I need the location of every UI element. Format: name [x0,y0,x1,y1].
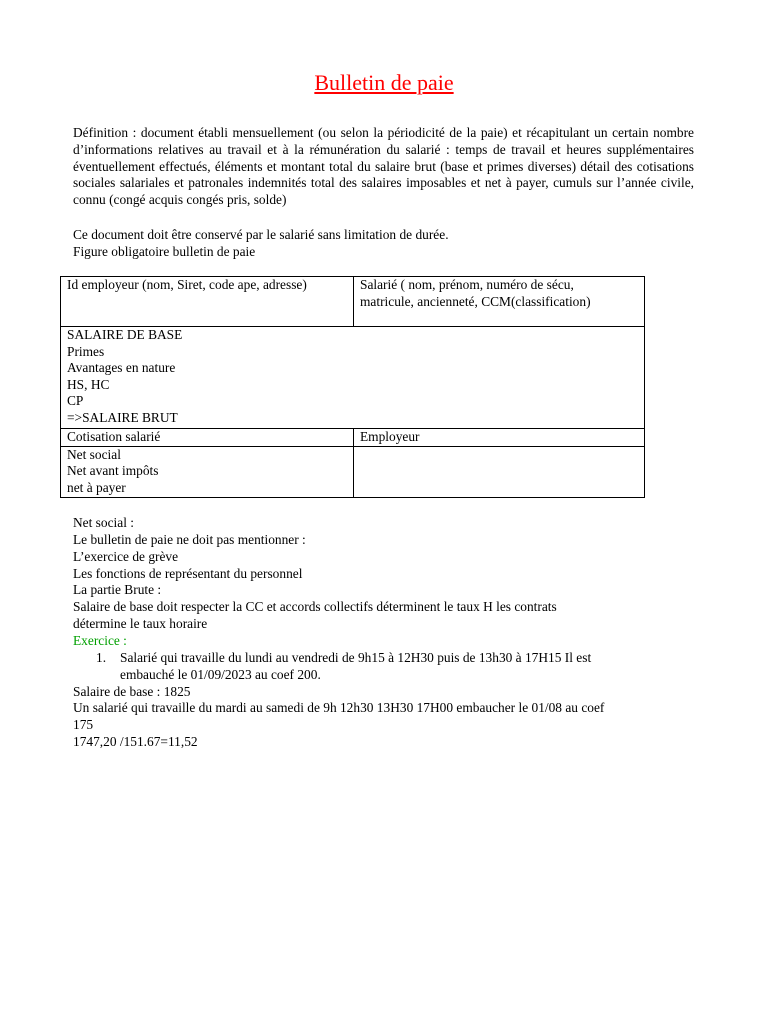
payslip-table [60,276,645,498]
employee-info-cell [354,277,645,327]
salary-item: CP [67,393,84,409]
salary-item: =>SALAIRE BRUT [67,409,178,425]
table-row [61,277,645,327]
net-social-note: Net social : [73,515,134,530]
second-exercise-line-cont: 175 [73,717,94,732]
table-row [61,446,645,497]
net-item: Net social [67,446,121,462]
conservation-note: Ce document doit être conservé par le salarié sans limitation de durée. [73,227,449,242]
net-item: Net avant impôts [67,463,159,479]
cotisation-salarie-cell [61,429,354,447]
list-item-line: Salarié qui travaille du lundi au vendredi de 9h15 à 12H30 puis de 13h30 à 17H15 Il est [120,650,592,665]
employer-id-cell [61,277,354,327]
second-exercise-line: Un salarié qui travaille du mardi au samedi de 9h 12h30 13H30 17H00 embaucher le 01/08 au coef [73,700,605,715]
cotisation-salarie-text: Cotisation salarié [67,429,161,444]
net-item: net à payer [67,479,126,495]
figure-label: Figure obligatoire bulletin de paie [73,244,256,259]
document-title: Bulletin de paie [314,70,454,95]
net-items-cell [61,446,354,497]
salary-item: Primes [67,343,105,359]
employee-info-line: Salarié ( nom, prénom, numéro de sécu, [360,277,574,292]
salary-item: HS, HC [67,376,110,392]
exercise-heading: Exercice : [73,633,127,648]
representant-note: Les fonctions de représentant du personnel [73,566,303,581]
greve-note: L’exercice de grève [73,549,179,564]
list-item [96,649,696,683]
employeur-cell [354,429,645,447]
salary-item: SALAIRE DE BASE [67,327,183,342]
partie-brute-note: La partie Brute : [73,582,162,597]
salaire-base-value: Salaire de base : 1825 [73,684,191,699]
list-item-line: embauché le 01/09/2023 au coef 200. [120,667,321,682]
salaire-base-note: Salaire de base doit respecter la CC et accords collectifs déterminent le taux H les contrats [73,599,557,614]
salaire-base-note-cont: détermine le taux horaire [73,616,208,631]
employeur-text: Employeur [360,429,420,444]
salary-item: Avantages en nature [67,360,176,376]
employer-id-text: Id employeur (nom, Siret, code ape, adresse) [67,277,307,292]
list-item-text [120,649,695,683]
list-item-number: 1. [96,650,107,665]
definition-paragraph: Définition : document établi mensuellement (ou selon la périodicité de la paie) et récapitulant un certain nombre d’informations relatives au travail et à la rémunération du salarié : temps de travail et heures supplémentaires éventuellement effectués, éléments et montant total du salaire brut (base et primes diverses) détail des cotisations sociales salariales et patronales indemnités total des salaires imposables et net à payer, cumuls sur l’année civile, connu (congé acquis congés pris, solde) [73,125,694,208]
employee-info-line: matricule, ancienneté, CCM(classification) [360,293,591,309]
salary-items-cell [61,327,645,429]
must-not-mention-note: Le bulletin de paie ne doit pas mentionner : [73,532,306,547]
empty-cell [354,446,645,497]
table-row [61,327,645,429]
calculation-line: 1747,20 /151.67=11,52 [73,734,198,749]
table-row [61,429,645,447]
